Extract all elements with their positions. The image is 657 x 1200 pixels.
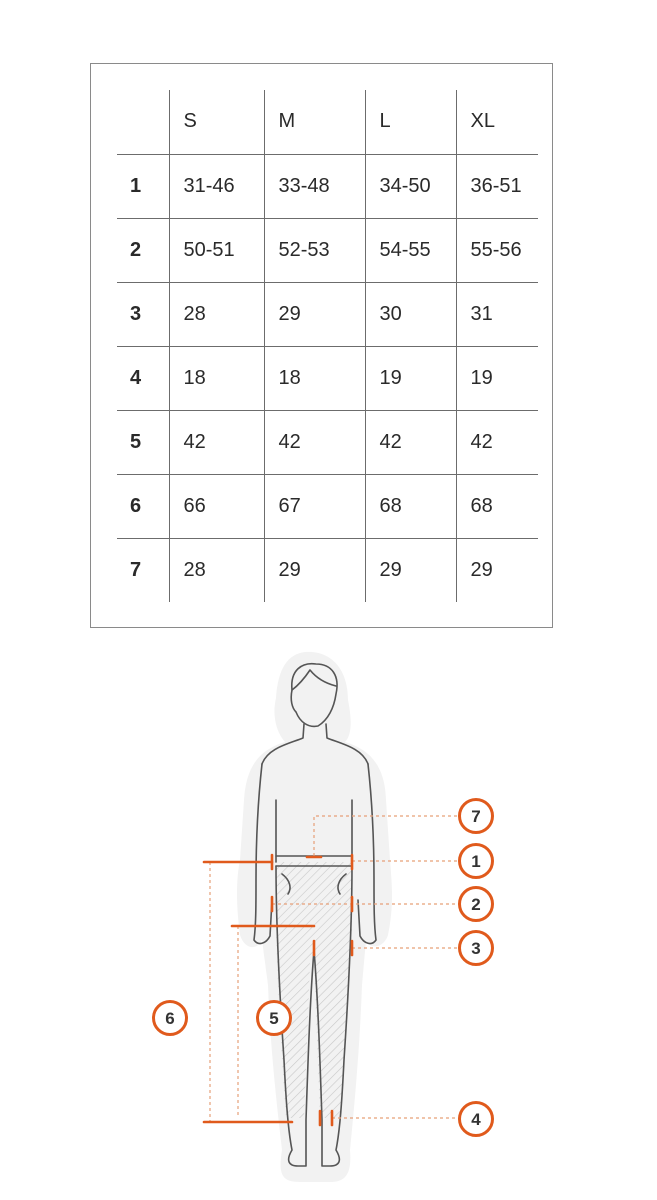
badge-1 — [460, 845, 493, 878]
table-cell: 29 — [264, 538, 365, 602]
row-label: 3 — [117, 282, 169, 346]
svg-text:3: 3 — [471, 939, 481, 958]
svg-text:4: 4 — [471, 1110, 481, 1129]
header-cell-l: L — [365, 90, 456, 154]
row-label: 4 — [117, 346, 169, 410]
svg-text:6: 6 — [165, 1009, 175, 1028]
header-cell-xl: XL — [456, 90, 538, 154]
table-cell: 68 — [456, 474, 538, 538]
table-cell: 29 — [456, 538, 538, 602]
table-cell: 52-53 — [264, 218, 365, 282]
table-cell: 42 — [456, 410, 538, 474]
table-cell: 68 — [365, 474, 456, 538]
table-cell: 31-46 — [169, 154, 264, 218]
table-header-row — [117, 90, 538, 154]
table-cell: 31 — [456, 282, 538, 346]
table-cell: 33-48 — [264, 154, 365, 218]
table-cell: 42 — [365, 410, 456, 474]
badge-2 — [460, 888, 493, 921]
table-cell: 54-55 — [365, 218, 456, 282]
size-chart-table — [117, 90, 538, 602]
svg-text:1: 1 — [471, 852, 481, 871]
row-label: 2 — [117, 218, 169, 282]
table-cell: 18 — [264, 346, 365, 410]
table-cell: 42 — [264, 410, 365, 474]
table-cell: 19 — [456, 346, 538, 410]
table-cell: 42 — [169, 410, 264, 474]
table-cell: 28 — [169, 538, 264, 602]
row-label: 5 — [117, 410, 169, 474]
table-cell: 30 — [365, 282, 456, 346]
table-cell: 18 — [169, 346, 264, 410]
badge-4 — [460, 1103, 493, 1136]
row-label: 1 — [117, 154, 169, 218]
header-cell-s: S — [169, 90, 264, 154]
table-row — [117, 410, 538, 474]
table-cell: 34-50 — [365, 154, 456, 218]
table-row — [117, 282, 538, 346]
table-cell: 29 — [264, 282, 365, 346]
table-cell: 67 — [264, 474, 365, 538]
measurement-diagram — [0, 640, 657, 1200]
table-row — [117, 154, 538, 218]
row-label: 7 — [130, 558, 142, 581]
badge-7 — [460, 800, 493, 833]
table-row — [117, 218, 538, 282]
table-cell: 28 — [169, 282, 264, 346]
size-chart-box — [90, 63, 553, 628]
table-cell: 36-51 — [456, 154, 538, 218]
svg-text:2: 2 — [471, 895, 481, 914]
header-cell-m: M — [264, 90, 365, 154]
header-cell-empty — [117, 90, 169, 154]
svg-text:5: 5 — [269, 1009, 279, 1028]
badge-3 — [460, 932, 493, 965]
table-cell: 29 — [365, 538, 456, 602]
table-row — [117, 346, 538, 410]
table-cell: 19 — [365, 346, 456, 410]
badge-6 — [154, 1002, 187, 1035]
table-cell: 50-51 — [169, 218, 264, 282]
table-cell: 55-56 — [456, 218, 538, 282]
table-row — [117, 474, 538, 538]
row-label: 6 — [117, 474, 169, 538]
svg-text:7: 7 — [471, 807, 481, 826]
badge-5 — [258, 1002, 291, 1035]
table-row — [117, 538, 538, 602]
table-cell: 66 — [169, 474, 264, 538]
